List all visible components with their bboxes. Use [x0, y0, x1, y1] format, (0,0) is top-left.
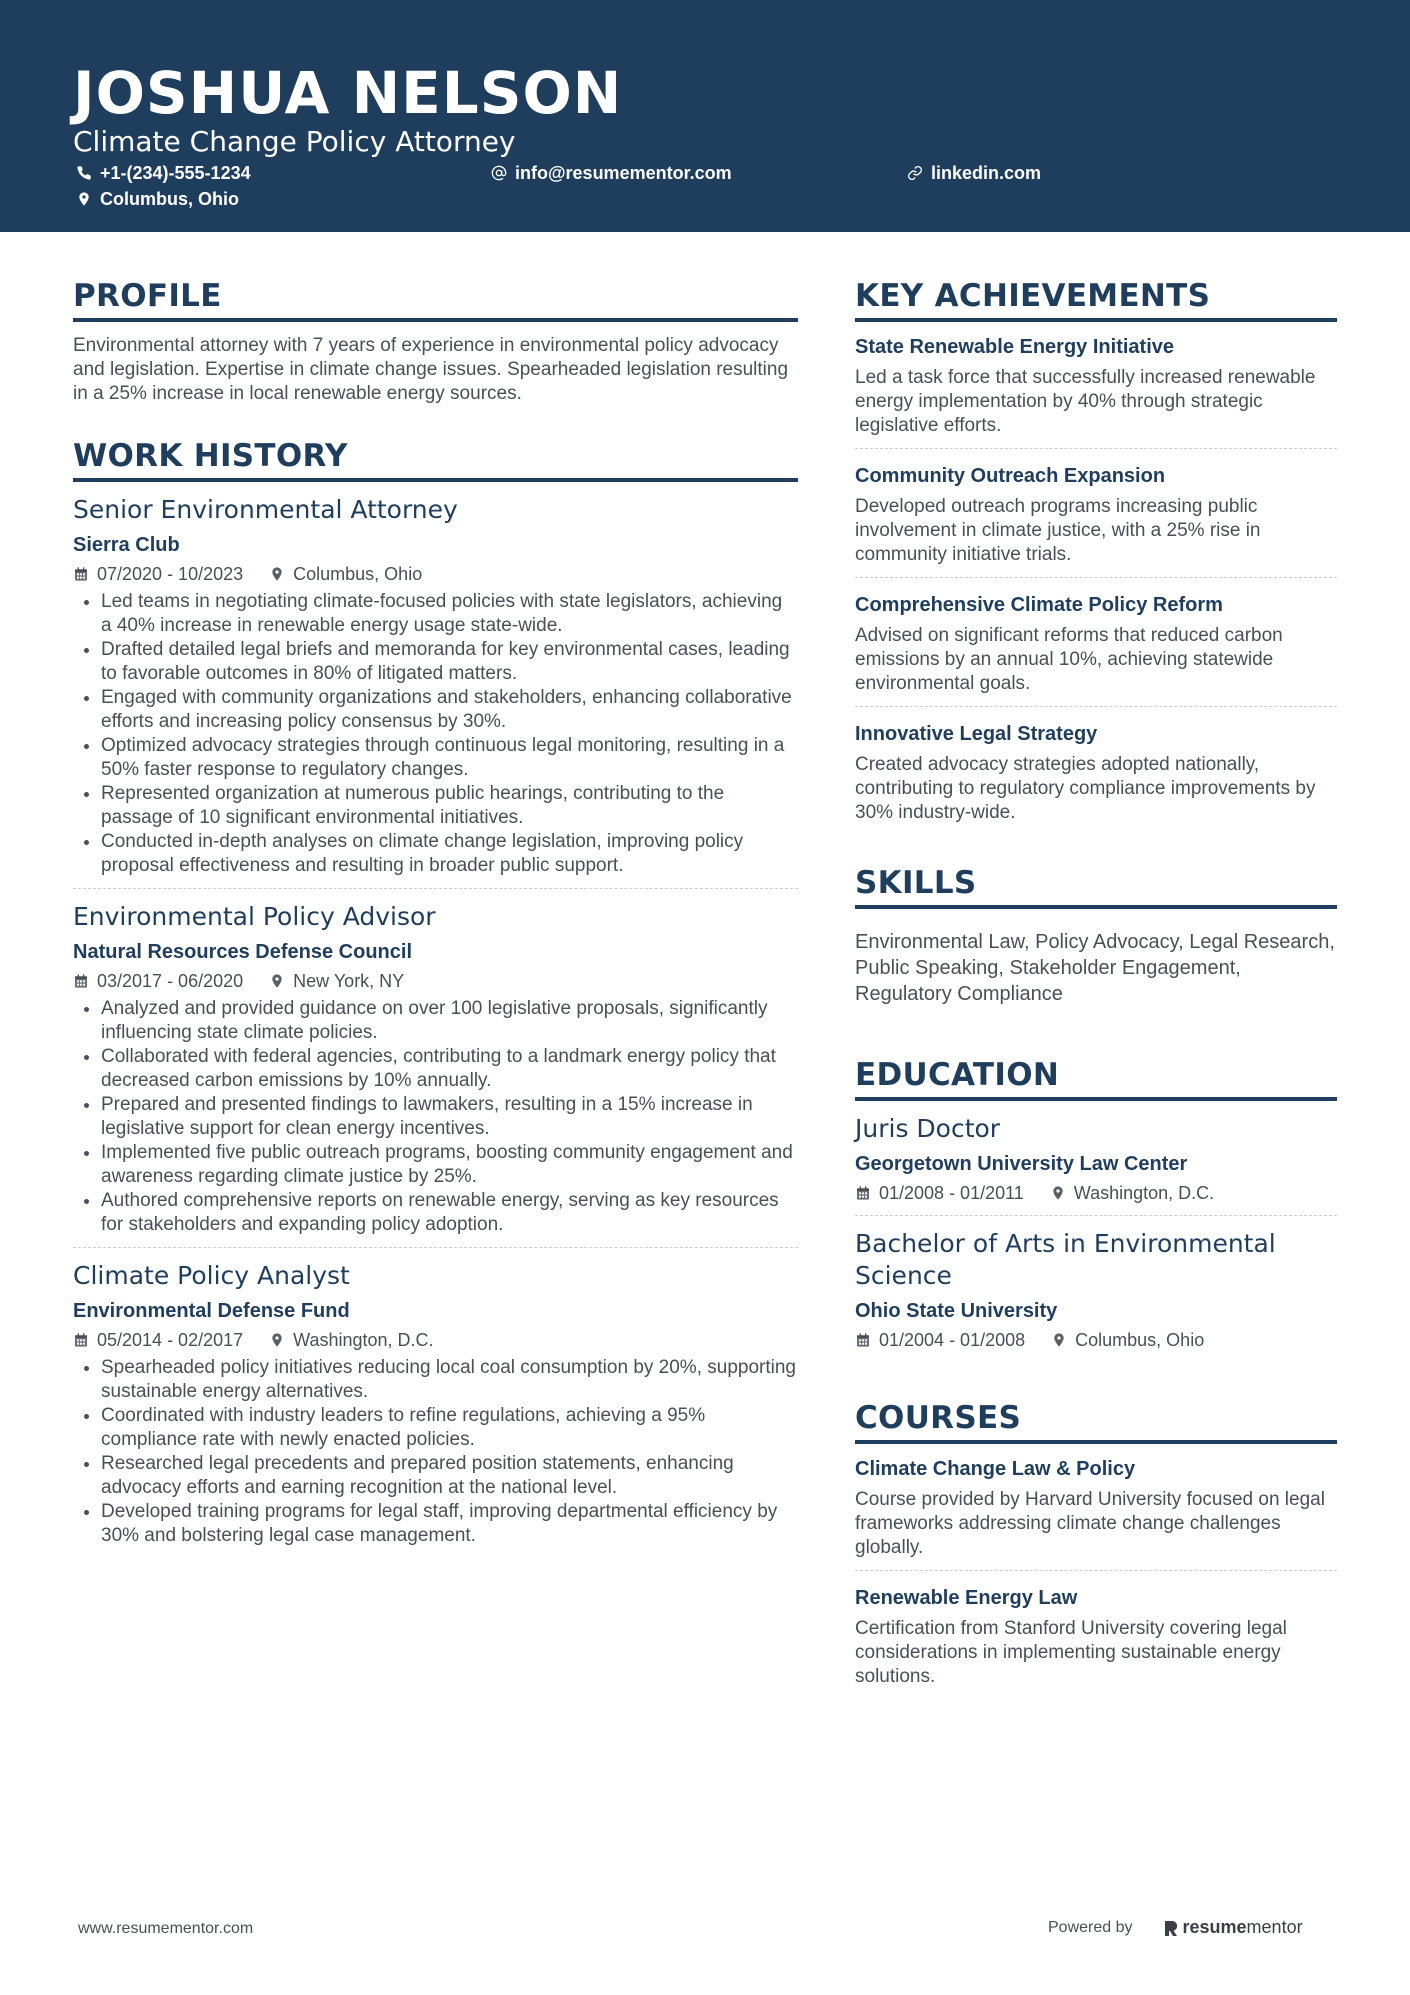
- achievement-desc: Led a task force that successfully increased renewable energy implementation by 40% through strategic legislative efforts.: [855, 367, 1316, 436]
- job-org: Natural Resources Defense Council: [73, 941, 412, 963]
- job-bullet: • Led teams in negotiating climate-focused policies with state legislators, achieving a 40% increase in renewable energy usage state-wide.: [101, 590, 798, 638]
- brand-bold: resume: [1182, 1917, 1247, 1937]
- location-pin-icon: [269, 566, 285, 582]
- education-school: Ohio State University: [855, 1300, 1058, 1322]
- job-role: Climate Policy Analyst: [73, 1261, 350, 1290]
- candidate-title: Climate Change Policy Attorney: [73, 125, 516, 158]
- job-location: New York, NY: [293, 971, 405, 991]
- location-text: Columbus, Ohio: [100, 189, 239, 209]
- job-meta: [73, 969, 798, 993]
- job-bullets: [73, 1356, 798, 1548]
- left-column: [73, 276, 798, 1594]
- job-meta: [73, 562, 798, 586]
- achievements-heading: KEY ACHIEVEMENTS: [855, 276, 1337, 322]
- achievement-item: [855, 322, 1337, 449]
- job-role: Environmental Policy Advisor: [73, 902, 436, 931]
- skills-heading: SKILLS: [855, 863, 1337, 909]
- courses-section: [855, 1398, 1337, 1699]
- achievement-desc: Developed outreach programs increasing public involvement in climate justice, with a 25% rise in community initiative trials.: [855, 496, 1261, 565]
- education-school: Georgetown University Law Center: [855, 1153, 1188, 1175]
- achievement-item: [855, 707, 1337, 835]
- job-meta: [73, 1328, 798, 1352]
- job-bullet: • Researched legal precedents and prepared position statements, enhancing advocacy efforts and earning recognition at the national level.: [101, 1452, 798, 1500]
- location-pin-icon: [76, 191, 92, 207]
- course-desc: Course provided by Harvard University focused on legal frameworks addressing climate change challenges globally.: [855, 1489, 1325, 1558]
- contact-linkedin: [907, 161, 1041, 185]
- job-bullet: • Conducted in-depth analyses on climate change legislation, improving policy proposal effectiveness and resulting in broader public support.: [101, 830, 798, 878]
- course-title: Climate Change Law & Policy: [855, 1458, 1136, 1480]
- achievement-desc: Advised on significant reforms that reduced carbon emissions by an annual 10%, achieving statewide environmental goals.: [855, 625, 1283, 694]
- education-heading: EDUCATION: [855, 1055, 1337, 1101]
- footer-powered-by: [1048, 1917, 1303, 1938]
- job-bullet: • Spearheaded policy initiatives reducing local coal consumption by 20%, supporting sustainable energy alternatives.: [101, 1356, 798, 1404]
- job-bullet: • Authored comprehensive reports on renewable energy, serving as key resources for stakeholders and expanding policy adoption.: [101, 1189, 798, 1237]
- achievements-section: [855, 276, 1337, 835]
- location-pin-icon: [269, 973, 285, 989]
- job-bullet: • Developed training programs for legal staff, improving departmental efficiency by 30% and bolstering legal case management.: [101, 1500, 798, 1548]
- education-item: [855, 1113, 1337, 1216]
- skills-text: Environmental Law, Policy Advocacy, Legal Research, Public Speaking, Stakeholder Engagement, Regulatory Compliance: [855, 931, 1335, 1005]
- profile-text: Environmental attorney with 7 years of experience in environmental policy advocacy and legislation. Expertise in climate change issues. Spearheaded legislation resulting in a 25% increase in local renewable energy sources.: [73, 335, 789, 404]
- job-bullet: • Analyzed and provided guidance on over 100 legislative proposals, significantly influencing state climate policies.: [101, 997, 798, 1045]
- education-location: Washington, D.C.: [1073, 1183, 1215, 1203]
- job-bullet: • Optimized advocacy strategies through continuous legal monitoring, resulting in a 50% faster response to regulatory changes.: [101, 734, 798, 782]
- contact-email: [491, 161, 732, 185]
- education-degree: Bachelor of Arts in Environmental Science: [855, 1229, 1276, 1290]
- job-bullet: • Drafted detailed legal briefs and memoranda for key environmental cases, leading to favorable outcomes in 80% of litigated matters.: [101, 638, 798, 686]
- skills-section: [855, 863, 1337, 1007]
- job-entry: [73, 494, 798, 889]
- job-org: Environmental Defense Fund: [73, 1300, 350, 1322]
- job-location: Columbus, Ohio: [293, 564, 423, 584]
- brand-logo[interactable]: [1163, 1917, 1303, 1938]
- course-item: [855, 1571, 1337, 1699]
- job-role: Senior Environmental Attorney: [73, 495, 458, 524]
- job-bullet: • Engaged with community organizations and stakeholders, enhancing collaborative efforts and increasing policy consensus by 30%.: [101, 686, 798, 734]
- calendar-icon: [73, 566, 89, 582]
- job-entry: [73, 901, 798, 1248]
- education-dates: 01/2004 - 01/2008: [879, 1330, 1026, 1350]
- footer-website[interactable]: www.resumementor.com: [78, 1920, 254, 1937]
- job-bullet: • Prepared and presented findings to lawmakers, resulting in a 15% increase in legislative support for clean energy incentives.: [101, 1093, 798, 1141]
- at-icon: [491, 165, 507, 181]
- course-desc: Certification from Stanford University covering legal considerations in implementing sustainable energy solutions.: [855, 1618, 1287, 1687]
- job-bullet: • Collaborated with federal agencies, contributing to a landmark energy policy that decreased carbon emissions by 10% annually.: [101, 1045, 798, 1093]
- profile-heading: PROFILE: [73, 276, 798, 322]
- job-org: Sierra Club: [73, 534, 180, 556]
- education-dates: 01/2008 - 01/2011: [879, 1183, 1024, 1203]
- contact-phone: [76, 161, 251, 185]
- calendar-icon: [855, 1185, 871, 1201]
- education-section: [855, 1055, 1337, 1362]
- phone-text: +1-(234)-555-1234: [100, 163, 251, 183]
- resumementor-logo-icon: [1163, 1919, 1179, 1937]
- location-pin-icon: [1051, 1332, 1067, 1348]
- achievement-item: [855, 449, 1337, 578]
- job-dates: 07/2020 - 10/2023: [97, 564, 244, 584]
- job-entry: [73, 1260, 798, 1558]
- achievement-title: Innovative Legal Strategy: [855, 723, 1098, 745]
- job-bullets: [73, 997, 798, 1237]
- job-bullet: • Implemented five public outreach programs, boosting community engagement and awareness regarding climate justice by 25%.: [101, 1141, 798, 1189]
- achievement-title: Comprehensive Climate Policy Reform: [855, 594, 1223, 616]
- work-history-heading: WORK HISTORY: [73, 436, 798, 482]
- calendar-icon: [855, 1332, 871, 1348]
- contact-location: [76, 187, 239, 211]
- job-dates: 03/2017 - 06/2020: [97, 971, 244, 991]
- location-pin-icon: [269, 1332, 285, 1348]
- job-bullet: • Represented organization at numerous public hearings, contributing to the passage of 10 significant environmental initiatives.: [101, 782, 798, 830]
- achievement-title: State Renewable Energy Initiative: [855, 336, 1174, 358]
- right-column: [855, 276, 1337, 1735]
- resume-header: [0, 0, 1410, 232]
- phone-icon: [76, 165, 92, 181]
- powered-by-text: Powered by: [1048, 1918, 1133, 1936]
- achievement-item: [855, 578, 1337, 707]
- linkedin-text: linkedin.com: [931, 163, 1042, 183]
- calendar-icon: [73, 1332, 89, 1348]
- education-meta: [855, 1181, 1337, 1205]
- job-bullets: [73, 590, 798, 878]
- work-history-section: [73, 436, 798, 1558]
- link-icon: [907, 165, 923, 181]
- education-location: Columbus, Ohio: [1075, 1330, 1205, 1350]
- achievement-title: Community Outreach Expansion: [855, 465, 1166, 487]
- email-text: info@resumementor.com: [515, 163, 732, 183]
- job-dates: 05/2014 - 02/2017: [97, 1330, 244, 1350]
- achievement-desc: Created advocacy strategies adopted nationally, contributing to regulatory compliance improvements by 30% industry-wide.: [855, 754, 1316, 823]
- calendar-icon: [73, 973, 89, 989]
- course-item: [855, 1444, 1337, 1571]
- profile-section: [73, 276, 798, 406]
- course-title: Renewable Energy Law: [855, 1587, 1078, 1609]
- education-degree: Juris Doctor: [855, 1114, 1001, 1143]
- location-pin-icon: [1050, 1185, 1066, 1201]
- candidate-name: JOSHUA NELSON: [73, 59, 623, 127]
- education-meta: [855, 1328, 1337, 1352]
- education-item: [855, 1228, 1337, 1362]
- courses-heading: COURSES: [855, 1398, 1337, 1444]
- job-location: Washington, D.C.: [293, 1330, 434, 1350]
- job-bullet: • Coordinated with industry leaders to refine regulations, achieving a 95% compliance rate with newly enacted policies.: [101, 1404, 798, 1452]
- brand-rest: mentor: [1246, 1917, 1303, 1937]
